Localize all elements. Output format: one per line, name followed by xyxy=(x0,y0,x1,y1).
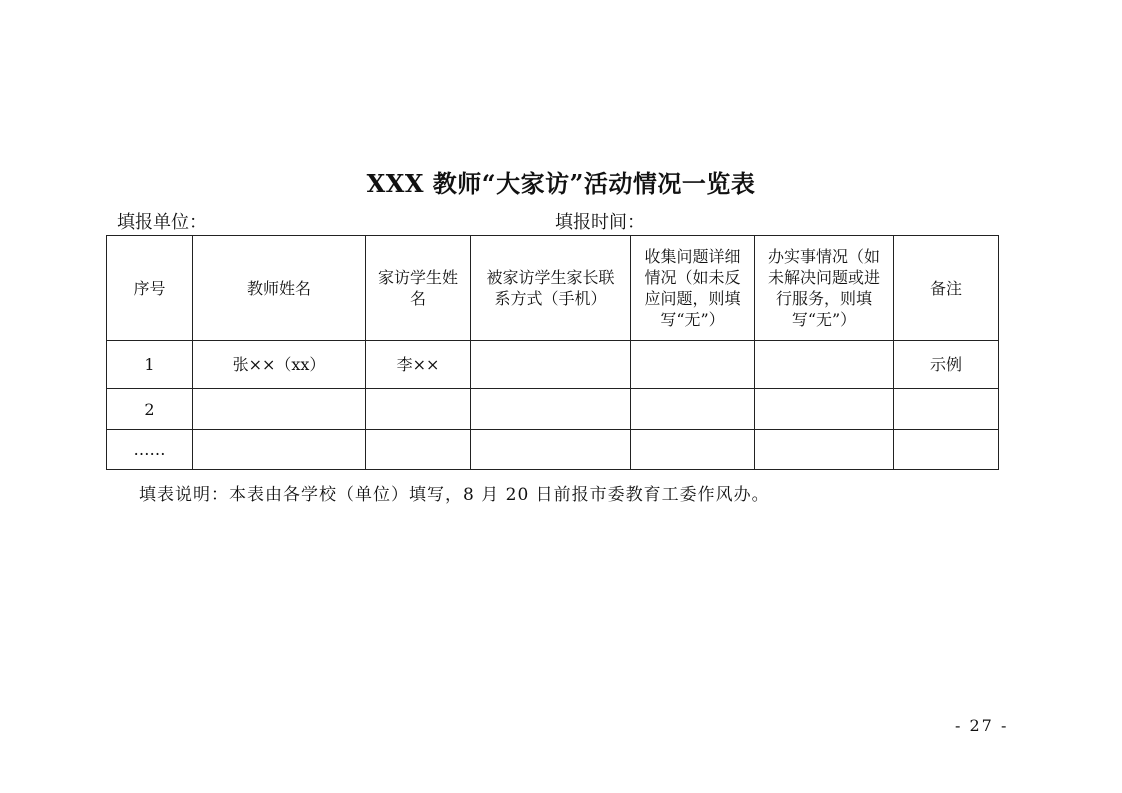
table-row xyxy=(107,341,999,389)
cell-student-name xyxy=(366,389,471,430)
header-remarks: 备注 xyxy=(894,236,999,341)
cell-parent-contact xyxy=(471,341,631,389)
cell-teacher-name xyxy=(193,389,366,430)
cell-issues-collected xyxy=(631,389,755,430)
cell-remarks: 示例 xyxy=(894,341,999,389)
header-teacher-name: 教师姓名 xyxy=(193,236,366,341)
cell-parent-contact xyxy=(471,430,631,470)
table-header-row xyxy=(107,236,999,341)
cell-index: 1 xyxy=(107,341,193,389)
cell-issues-collected xyxy=(631,341,755,389)
cell-index: 2 xyxy=(107,389,193,430)
table-row xyxy=(107,430,999,470)
cell-remarks xyxy=(894,430,999,470)
cell-issues-collected xyxy=(631,430,755,470)
page-number: - 27 - xyxy=(955,716,1009,735)
cell-teacher-name: 张××（xx） xyxy=(193,341,366,389)
cell-student-name: 李×× xyxy=(366,341,471,389)
cell-teacher-name xyxy=(193,430,366,470)
table-row xyxy=(107,389,999,430)
cell-student-name xyxy=(366,430,471,470)
header-student-name: 家访学生姓名 xyxy=(366,236,471,341)
cell-practical-actions xyxy=(755,389,894,430)
cell-remarks xyxy=(894,389,999,430)
header-practical-actions: 办实事情况（如未解决问题或进行服务，则填写“无”） xyxy=(755,236,894,341)
header-index: 序号 xyxy=(107,236,193,341)
cell-parent-contact xyxy=(471,389,631,430)
header-parent-contact: 被家访学生家长联系方式（手机） xyxy=(471,236,631,341)
table-instructions: 填表说明：本表由各学校（单位）填写，8 月 20 日前报市委教育工委作风办。 xyxy=(139,485,770,505)
fill-time-label: 填报时间： xyxy=(555,212,645,233)
cell-practical-actions xyxy=(755,430,894,470)
page-title: XXX 教师“大家访”活动情况一览表 xyxy=(366,169,756,198)
header-issues-collected: 收集问题详细情况（如未反应问题，则填写“无”） xyxy=(631,236,755,341)
visit-summary-table xyxy=(106,235,999,470)
cell-practical-actions xyxy=(755,341,894,389)
fill-unit-label: 填报单位： xyxy=(117,212,207,233)
cell-index: …… xyxy=(107,430,193,470)
